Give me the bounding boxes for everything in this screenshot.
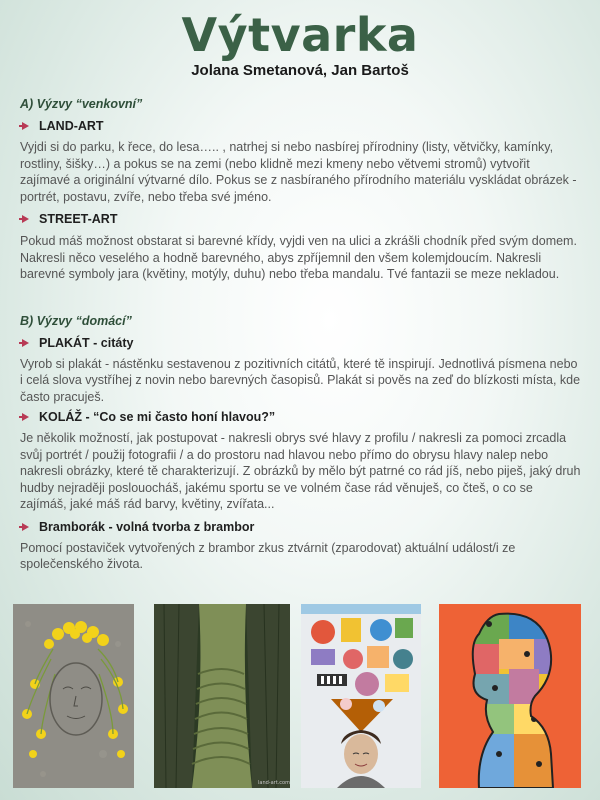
section-a-heading: A) Výzvy “venkovní” [20, 97, 143, 111]
image-gallery [0, 604, 600, 800]
arrow-bullet-icon [22, 413, 29, 421]
section-b-heading: B) Výzvy “domácí” [20, 313, 132, 328]
plakat-text: Vyrob si plakát - nástěnku sestavenou z pozitivních citátů, které tě inspirují. Jednotlivá písmena nebo i celá slova vystříhej z novin nebo barevných časopisů. Plakát si pověs na zeď do blízkosti místa, kde často pracuješ. [20, 356, 581, 404]
authors: Jolana Smetanová, Jan Bartoš [191, 62, 409, 79]
tree-trunks-photo [154, 604, 290, 788]
head-collage-photo [301, 604, 421, 788]
bramborak-text: Pomocí postaviček vytvořených z brambor zkus ztvárnit (zparodovat) aktuální událost/i ze společenského života. [20, 540, 516, 571]
arrow-bullet-icon [22, 215, 29, 223]
page-title: Výtvarka [181, 8, 419, 62]
bullet-label: STREET-ART [39, 212, 118, 226]
arrow-bullet-icon [22, 122, 29, 130]
street-art-text: Pokud máš možnost obstarat si barevné křídy, vyjdi ven na ulici a zkrášli chodník před svým domem. Nakresli něco veselého a hodně barevného, abys zpříjemnil den všem kolemjdoucím. Nakresli barevné symboly jara (květiny, motýly, duhu) nebo třeba mandalu. Tvé fantazii se meze nekladou. [20, 234, 577, 281]
kolaz-text: Je několik možností, jak postupovat - nakresli obrys své hlavy z profilu / nakresli za pomoci zrcadla svůj portrét / použij fotografii / a do prostoru nad hlavou nebo přímo do obrysu hlavy nalep nebo nakresli obrázky, které tě charakterizují. Z obrázků by mělo být patrné co rád jíš, nebo piješ, jaký druh hudby nejraději poslouocháš, jakému sportu se ve volném čase rád věnuješ, co čteš, o co se zajímáš, jaké máš rád barvy, květiny, zvířata... [20, 431, 581, 511]
land-art-face-photo [13, 604, 134, 788]
bullet-label: KOLÁŽ - “Co se mi často honí hlavou?” [39, 410, 276, 424]
arrow-bullet-icon [22, 523, 29, 531]
bullet-label: PLAKÁT - citáty [39, 335, 134, 350]
watermark: land-art.com [258, 780, 290, 786]
bullet-plakat [20, 335, 582, 351]
bullet-kolaz [20, 409, 582, 425]
main-content [20, 96, 582, 573]
bullet-street-art [20, 211, 582, 227]
arrow-bullet-icon [22, 339, 29, 347]
colorful-profile-collage-photo [439, 604, 581, 788]
bullet-land-art [20, 118, 582, 134]
land-art-text: Vyjdi si do parku, k řece, do lesa….. , natrhej si nebo nasbírej přírodniny (listy, větvičky, kamínky, rostliny, šišky…) a pokus se na zemi (nebo klidně mezi kmeny nebo větvemi stromů) vytvořit zajímavé a originální výtvarné dílo. Pokus se z nasbíraného přírodního materiálu vyskládat obrázek - portrét, postavu, zvíře, nebo třeba své jméno. [20, 140, 577, 204]
bullet-label: Bramborák - volná tvorba z brambor [39, 519, 255, 534]
bullet-bramborak [20, 519, 582, 535]
bullet-label: LAND-ART [39, 119, 104, 133]
